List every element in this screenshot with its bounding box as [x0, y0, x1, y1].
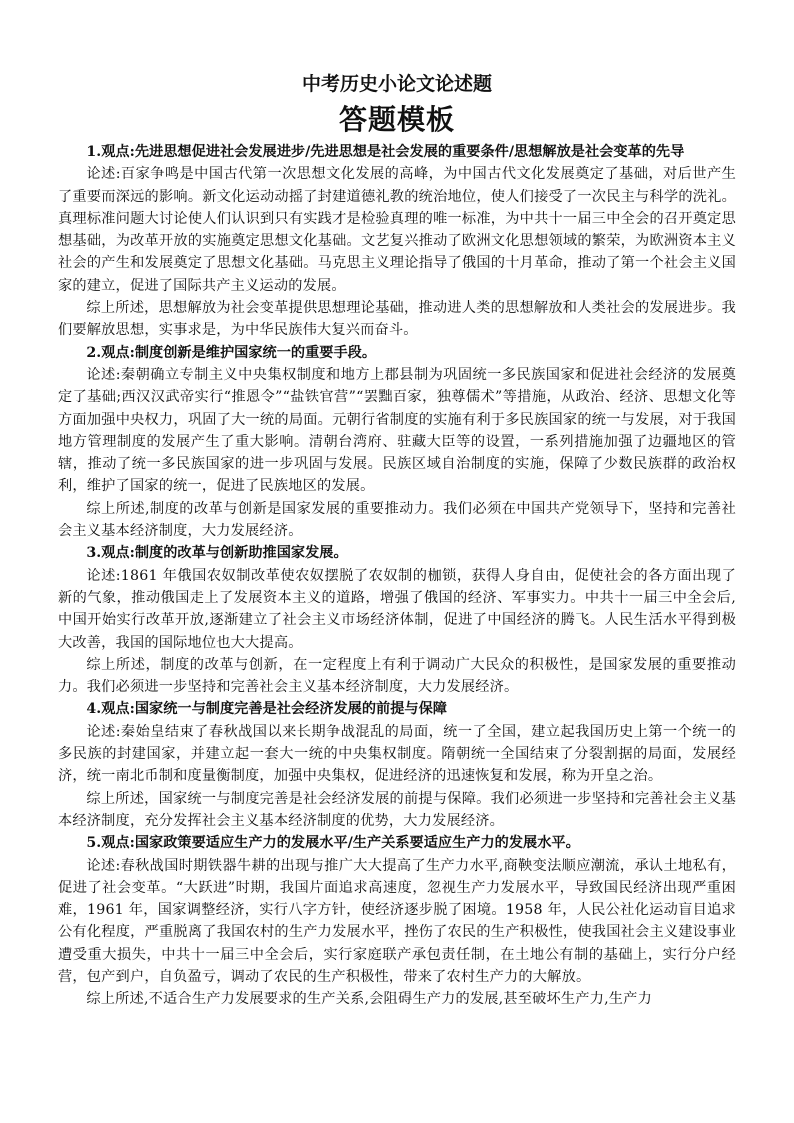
section-argument: 论述:春秋战国时期铁器牛耕的出现与推广大大提高了生产力水平,商鞅变法顺应潮流，承认土地私有，促进了社会变革。“大跃进”时期，我国片面追求高速度，忽视生产力发展水平，导致国民经济出现严重困难，1961 年，国家调整经济，实行八字方针，使经济逐步脱了困境。1958 年，人民公社化运动盲目追求公有化程度，严重脱离了我国农村的生产力发展水平，挫伤了农民的生产积极性，使我国社会主义建设事业遭受重大损失，中共十一届三中全会后，实行家庭联产承包责任制，在土地公有制的基础上，实行分户经营，包产到户，自负盈亏，调动了农民的生产积极性，带来了农村生产力的大解放。 [58, 857, 736, 985]
section-argument: 论述:秦始皇结束了春秋战国以来长期争战混乱的局面，统一了全国，建立起我国历史上第一个统一的多民族的封建国家，并建立起一套大一统的中央集权制度。隋朝统一全国结束了分裂割据的局面，发展经济，统一南北币制和度量衡制度，加强中央集权，促进经济的迅速恢复和发展，称为开皇之治。 [58, 723, 736, 785]
section-conclusion: 综上所述,制度的改革与创新是国家发展的重要推动力。我们必须在中国共产党领导下，坚持和完善社会主义基本经济制度，大力发展经济。 [58, 500, 736, 540]
section-heading: 3.观点:制度的改革与创新助推国家发展。 [86, 545, 348, 562]
section-argument: 论述:百家争鸣是中国古代第一次思想文化发展的高峰，为中国古代文化发展奠定了基础，对后世产生了重要而深远的影响。新文化运动动摇了封建道德礼教的统治地位，使人们接受了一次民主与科学的洗礼。真理标准问题大讨论使人们认识到只有实践才是检验真理的唯一标准，为中共十一届三中全会的召开奠定思想基础，为改革开放的实施奠定思想文化基础。文艺复兴推动了欧洲文化思想领域的繁荣，为欧洲资本主义社会的产生和发展奠定了思想文化基础。马克思主义理论指导了俄国的十月革命，推动了第一个社会主义国家的建立，促进了国际共产主义运动的发展。 [58, 166, 736, 294]
section-conclusion: 综上所述，国家统一与制度完善是社会经济发展的前提与保障。我们必须进一步坚持和完善社会主义基本经济制度，充分发挥社会主义基本经济制度的优势，大力发展经济。 [58, 790, 736, 829]
section-conclusion: 综上所述,不适合生产力发展要求的生产关系,会阻碍生产力的发展,甚至破坏生产力,生产力 [86, 991, 652, 1008]
section-conclusion: 综上所述，制度的改革与创新，在一定程度上有利于调动广大民众的积极性，是国家发展的重要推动力。我们必须进一步坚持和完善社会主义基本经济制度，大力发展经济。 [58, 656, 736, 696]
document-title: 中考历史小论文论述题 [301, 73, 492, 95]
section-2 [58, 342, 736, 543]
section-heading: 5.观点:国家政策要适应生产力的发展水平/生产关系要适应生产力的发展水平。 [86, 835, 580, 852]
section-conclusion: 综上所述，思想解放为社会变革提供思想理论基础，推动进人类的思想解放和人类社会的发展进步。我们要解放思想，实事求是，为中华民族伟大复兴而奋斗。 [58, 300, 736, 339]
section-argument: 论述:秦朝确立专制主义中央集权制度和地方上郡县制为巩固统一多民族国家和促进社会经济的发展奠定了基础;西汉汉武帝实行“推恩令”“盐铁官营”“罢黜百家，独尊儒术”等措施，从政治、经济、思想文化等方面加强中央权力，巩固了大一统的局面。元朝行省制度的实施有利于多民族国家的统一与发展，对于我国地方管理制度的发展产生了重大影响。清朝台湾府、驻藏大臣等的设置，一系列措施加强了边疆地区的管辖，推动了统一多民族国家的进一步巩固与发展。民族区域自治制度的实施，保障了少数民族群的政治权利，维护了国家的统一，促进了民族地区的发展。 [58, 366, 736, 495]
section-argument: 论述:1861 年俄国农奴制改革使农奴摆脱了农奴制的枷锁，获得人身自由，促使社会的各方面出现了新的气象，推动俄国走上了发展资本主义的道路，增强了俄国的经济、军事实力。中共十一届三中全会后,中国开始实行改革开放,逐渐建立了社会主义市场经济体制，促进了中国经济的腾飞。人民生活水平得到极大改善，我国的国际地位也大大提高。 [58, 567, 736, 651]
section-heading: 2.观点:制度创新是维护国家统一的重要手段。 [86, 344, 377, 361]
section-4 [58, 698, 736, 832]
section-1 [58, 141, 736, 342]
document-subtitle: 答题模板 [338, 103, 455, 136]
section-heading: 4.观点:国家统一与制度完善是社会经济发展的前提与保障 [86, 701, 447, 718]
section-heading: 1.观点:先进思想促进社会发展进步/先进思想是社会发展的重要条件/思想解放是社会变革的先导 [86, 144, 685, 160]
section-3 [58, 542, 736, 698]
section-5 [58, 832, 736, 1010]
